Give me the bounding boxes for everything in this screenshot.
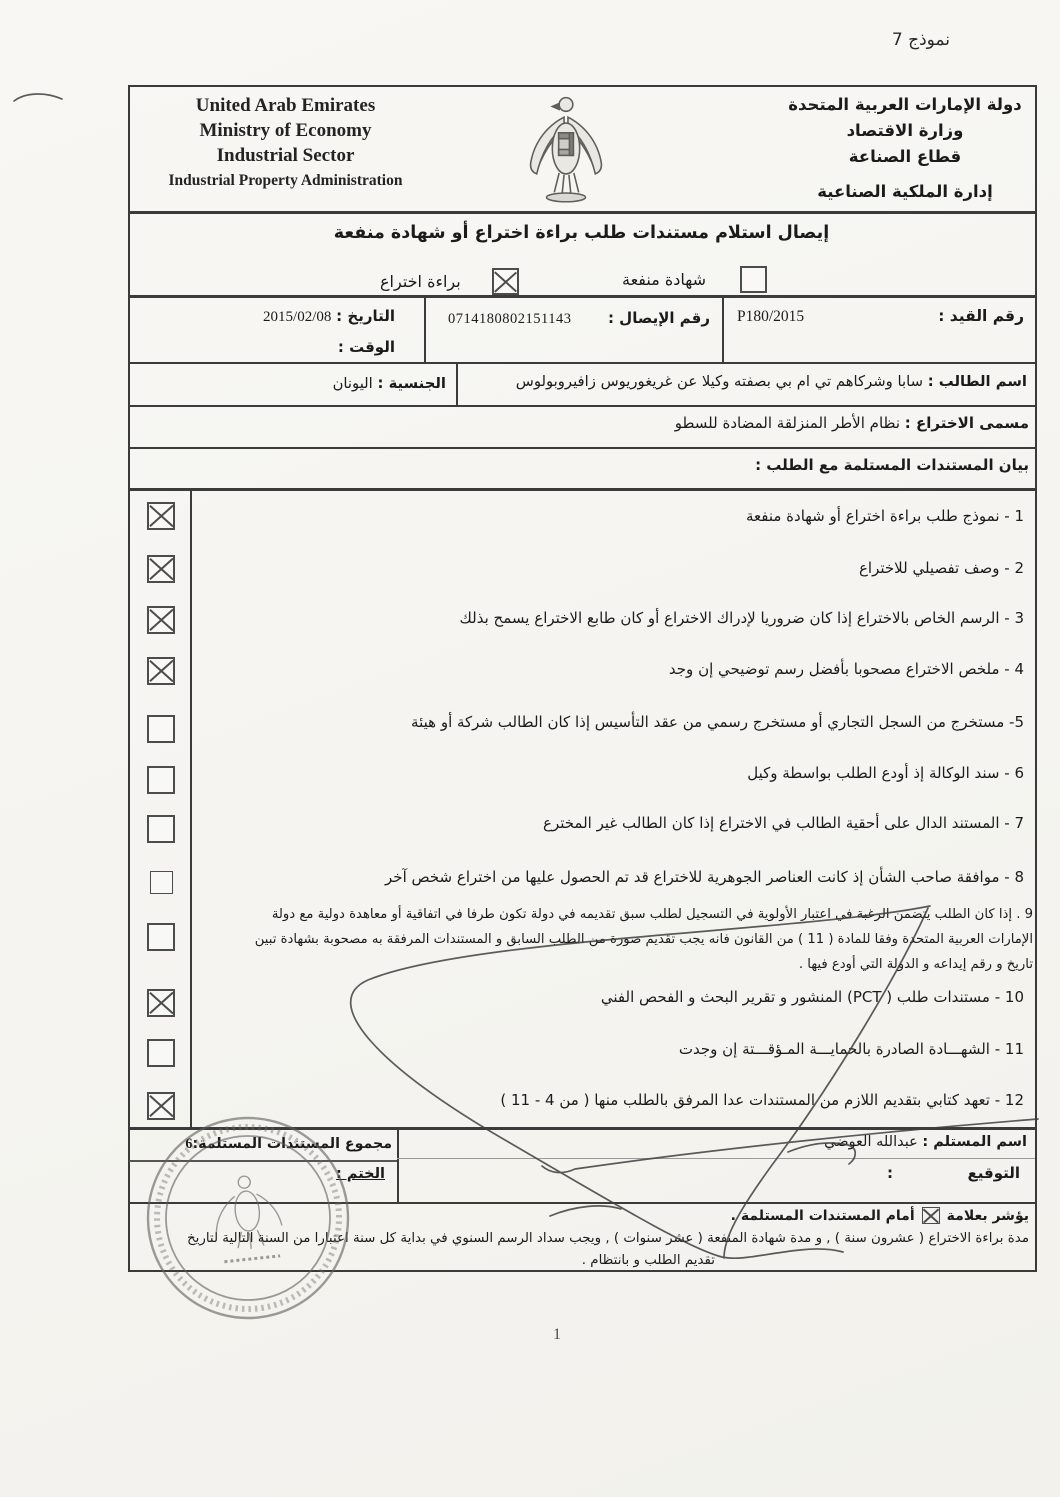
applicant-value: سابا وشركاهم تي ام بي بصفته وكيلا عن غريغوريوس زافيروبولوس	[515, 373, 924, 390]
total-documents-label: مجموع المستندات المستلمة:	[192, 1136, 392, 1152]
header-english-block	[138, 93, 433, 191]
doc-10-checkbox[interactable]	[147, 989, 175, 1017]
round-official-stamp-icon	[126, 1096, 370, 1340]
invention-line	[675, 414, 1029, 432]
doc-11-checkbox[interactable]	[147, 1039, 175, 1067]
documents-heading: بيان المستندات المستلمة مع الطلب :	[755, 456, 1029, 474]
date-line	[263, 307, 395, 326]
patent-label: براءة اختراع	[380, 272, 461, 291]
header-en-line: United Arab Emirates	[195, 95, 376, 116]
note-duration-line-1: مدة براءة الاختراع ( عشرون سنة ) , و مدة شهادة المنفعة ( عشر سنوات ) , ويجب سداد الرسم السنوي في بداية كل سنة اعتبارا من السنة التالية لتاريخ	[187, 1231, 1029, 1246]
applicant-label: اسم الطالب :	[927, 373, 1027, 390]
utility-certificate-checkbox[interactable]	[740, 266, 767, 293]
receiver-line	[824, 1134, 1027, 1150]
cell-divider	[722, 295, 724, 362]
checked-box-icon	[922, 1207, 940, 1224]
section-divider	[128, 405, 1035, 407]
section-divider	[128, 211, 1035, 214]
doc-row-4: 4 - ملخص الاختراع مصحوبا بأفضل رسم توضيحي إن وجد	[668, 660, 1024, 678]
doc-row-12: 12 - تعهد كتابي بتقديم اللازم من المستندات عدا المرفق بالطلب منها ( من 4 - 11 )	[500, 1091, 1024, 1109]
header-en-line: Industrial Property Administration	[168, 172, 403, 189]
header-ar-line: دولة الإمارات العربية المتحدة	[788, 95, 1022, 114]
uae-falcon-emblem-icon	[522, 91, 610, 205]
doc-row-3: 3 - الرسم الخاص بالاختراع إذا كان ضروريا لإدراك الاختراع أو كان طابع الاختراع يسمح بذلك	[459, 609, 1024, 627]
doc-4-checkbox[interactable]	[147, 657, 175, 685]
signature-row-divider	[397, 1158, 1035, 1159]
doc-6-checkbox[interactable]	[147, 766, 175, 794]
footer-divider	[397, 1127, 399, 1202]
doc-row-9-line-1: 9 . إذا كان الطلب يتضمن الرغبة في اعتبار الأولوية في التسجيل لطلب سبق تقديمه في دولة تكون طرفا في اتفاقية أو معاهدة دولية مع دولة	[271, 907, 1033, 922]
doc-7-checkbox[interactable]	[147, 815, 175, 843]
doc-3-checkbox[interactable]	[147, 606, 175, 634]
doc-row-9-line-3: تاريخ و رقم إيداعه و الدولة التي أودع فيها .	[798, 957, 1033, 972]
page-number: 1	[553, 1326, 561, 1343]
nationality-line	[333, 375, 446, 392]
date-label: التاريخ :	[336, 307, 395, 325]
section-divider	[128, 295, 1035, 298]
cell-divider	[456, 362, 458, 405]
nationality-label: الجنسية :	[377, 375, 446, 392]
record-number-value: P180/2015	[737, 308, 805, 325]
time-label: الوقت :	[337, 338, 395, 356]
cell-divider	[424, 295, 426, 362]
signature-colon: :	[887, 1164, 893, 1182]
header-arabic-block	[775, 92, 1035, 205]
receipt-title: إيصال استلام مستندات طلب براءة اختراع أو شهادة منفعة	[333, 223, 830, 243]
doc-row-1: 1 - نموذج طلب براءة اختراع أو شهادة منفعة	[745, 507, 1024, 525]
doc-2-checkbox[interactable]	[147, 555, 175, 583]
receiver-label: اسم المستلم :	[922, 1134, 1027, 1150]
checkbox-column-divider	[190, 488, 192, 1127]
note-mark-prefix: يؤشر بعلامة	[946, 1207, 1029, 1224]
doc-1-checkbox[interactable]	[147, 502, 175, 530]
doc-row-10: 10 - مستندات طلب ( PCT) المنشور و تقرير البحث و الفحص الفني	[600, 988, 1024, 1006]
note-mark-suffix: أمام المستندات المستلمة .	[730, 1207, 915, 1224]
header-en-line: Ministry of Economy	[199, 120, 372, 141]
patent-checkbox[interactable]	[492, 268, 519, 295]
applicant-line	[516, 373, 1027, 390]
doc-row-7: 7 - المستند الدال على أحقية الطالب في الاختراع إذا كان الطالب غير المخترع	[543, 814, 1024, 832]
date-value: 2015/02/08	[263, 309, 332, 325]
header-ar-line: قطاع الصناعة	[848, 147, 962, 166]
record-number-label: رقم القيد :	[938, 307, 1024, 325]
receiver-value: عبدالله العوضي	[824, 1134, 918, 1150]
doc-9-checkbox[interactable]	[147, 923, 175, 951]
form-number-label: نموذج 7	[891, 30, 950, 50]
doc-row-5: 5- مستخرج من السجل التجاري أو مستخرج رسمي من عقد التأسيس إذا كان الطالب شركة أو هيئة	[411, 713, 1024, 731]
nationality-value: اليونان	[332, 375, 373, 392]
signature-label: التوقيع	[967, 1164, 1020, 1182]
header-ar-line: إدارة الملكية الصناعية	[817, 182, 993, 201]
doc-8-checkbox[interactable]	[150, 871, 173, 894]
receipt-number-label: رقم الإيصال :	[607, 309, 710, 327]
doc-row-6: 6 - سند الوكالة إذ أودع الطلب بواسطة وكيل	[747, 764, 1024, 782]
total-documents-value: 6	[185, 1136, 193, 1152]
doc-5-checkbox[interactable]	[147, 715, 175, 743]
header-en-line: Industrial Sector	[216, 145, 355, 166]
invention-value: نظام الأطر المنزلقة المضادة للسطو	[674, 414, 901, 432]
stamp-label: الختم :	[335, 1166, 385, 1182]
doc-row-11: 11 - الشهـــادة الصادرة بالحمايـــة المـؤقـــتة إن وجدت	[678, 1040, 1024, 1058]
section-divider	[128, 447, 1035, 449]
header-ar-line: وزارة الاقتصاد	[846, 121, 964, 140]
invention-label: مسمى الاختراع :	[904, 414, 1029, 432]
doc-row-9-line-2: الإمارات العربية المتحدة وفقا للمادة ( 11 ) من القانون فانه يجب تقديم صورة من الطلب السابق و المستندات المرفقة به مصحوبة بشهادة تبين	[254, 932, 1033, 947]
receipt-number-value: 0714180802151143	[448, 311, 572, 327]
doc-row-2: 2 - وصف تفصيلي للاختراع	[858, 559, 1024, 577]
note-duration-line-2: تقديم الطلب و بانتظام .	[581, 1253, 715, 1268]
utility-certificate-label: شهادة منفعة	[622, 270, 707, 289]
doc-row-8: 8 - موافقة صاحب الشأن إذ كانت العناصر الجوهرية للاختراع قد تم الحصول عليها من اختراع شخص آخر	[385, 868, 1024, 886]
section-divider	[128, 362, 1035, 364]
note-mark-line	[731, 1207, 1029, 1224]
section-divider	[128, 488, 1035, 491]
